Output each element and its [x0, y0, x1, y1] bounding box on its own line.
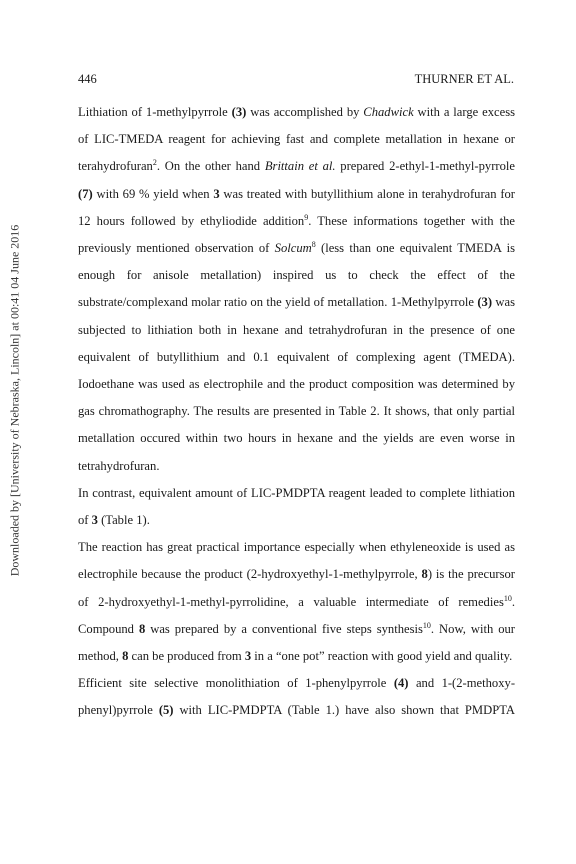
text-run: Efficient site selective monolithiation of 1-phenylpyrrole [78, 676, 394, 691]
paragraph [78, 99, 515, 480]
paragraph [78, 534, 515, 670]
text-run: was treated with butyllithium alone in terahydrofuran for 12 hours followed by ethyliodide addition [78, 186, 516, 228]
text-run: The reaction has great practical importance especially when ethyleneoxide is used as electrophile because the product (2-hydroxyethyl-1-methylpyrrole, [78, 540, 515, 582]
citation-superscript: 10 [422, 620, 431, 630]
text-run: in a “one pot” reaction with good yield and quality. [251, 649, 513, 664]
citation-superscript: 8 [311, 239, 316, 249]
author-name: Chadwick [363, 105, 414, 119]
text-run: Lithiation of 1-methylpyrrole [78, 105, 232, 119]
download-banner [2, 130, 28, 670]
page-number: 446 [78, 72, 97, 86]
download-banner-text: Downloaded by [University of Nebraska, Lincoln] at 00:41 04 June 2016 [7, 224, 22, 576]
paragraph [78, 480, 515, 534]
compound-ref: (5) [158, 703, 174, 718]
text-run: . Now, with our method, [78, 621, 516, 664]
compound-ref: 8 [421, 567, 428, 582]
page-header [78, 72, 514, 87]
text-run: (Table 1). [97, 513, 150, 528]
text-run: was accomplished by [246, 105, 364, 119]
compound-ref: (3) [477, 295, 493, 310]
text-run: was subjected to lithiation both in hexane and tetrahydrofuran in the presence of one equivalent of butyllithium and 0.1 equivalent of complexing agent (TMEDA). Iodoethane was used as electrophile and the product composition was determined by gas chromathography. The results are presented in Table 2. It shows, that only partial metallation occured within two hours in hexane and the yields are even worse in tetrahydrofuran. [78, 295, 516, 473]
citation-superscript: 9 [304, 212, 309, 222]
compound-ref: 8 [122, 649, 129, 664]
compound-ref: 8 [138, 621, 146, 636]
paragraph [78, 670, 515, 724]
compound-ref: 3 [244, 649, 252, 664]
compound-ref: (3) [231, 105, 247, 119]
author-name: Brittain et al. [264, 159, 336, 174]
text-run: with 69 % yield when [92, 186, 214, 201]
text-run: ) is the precursor of 2-hydroxyethyl-1-methyl-pyrrolidine, a valuable intermediate of remedies [78, 567, 515, 609]
compound-ref: (7) [78, 186, 93, 201]
author-name: Solcum [274, 241, 312, 256]
running-title: THURNER ET AL. [414, 72, 514, 86]
text-run: . These informations together with the previously mentioned observation of [78, 213, 515, 256]
text-run: (less than one equivalent TMEDA is enough for anisole metallation) inspired us to check the effect of the substrate/complexand molar ratio on the yield of metallation. 1-Methylpyrrole [78, 241, 516, 310]
text-run: with LIC-PMDPTA (Table 1.) have also shown that PMDPTA [173, 703, 515, 718]
text-run: and 1-(2-methoxy-phenyl)pyrrole [78, 676, 516, 718]
text-run: with a large excess of LIC-TMEDA reagent for achieving fast and complete metallation in hexane or terahydrofuran [78, 105, 515, 174]
compound-ref: 3 [213, 186, 220, 201]
text-run: . On the other hand [156, 159, 265, 174]
body-text [78, 99, 515, 725]
text-run: can be produced from [128, 649, 245, 664]
citation-superscript: 2 [152, 158, 157, 168]
text-run: was prepared by a conventional five steps synthesis [145, 621, 423, 636]
text-run: prepared 2-ethyl-1-methyl-pyrrole [335, 159, 515, 174]
compound-ref: (4) [393, 676, 409, 691]
text-run: . Compound [78, 594, 515, 636]
text-run: In contrast, equivalent amount of LIC-PMDPTA reagent leaded to complete lithiation of [78, 485, 515, 528]
citation-superscript: 10 [503, 593, 512, 603]
compound-ref: 3 [91, 513, 98, 528]
